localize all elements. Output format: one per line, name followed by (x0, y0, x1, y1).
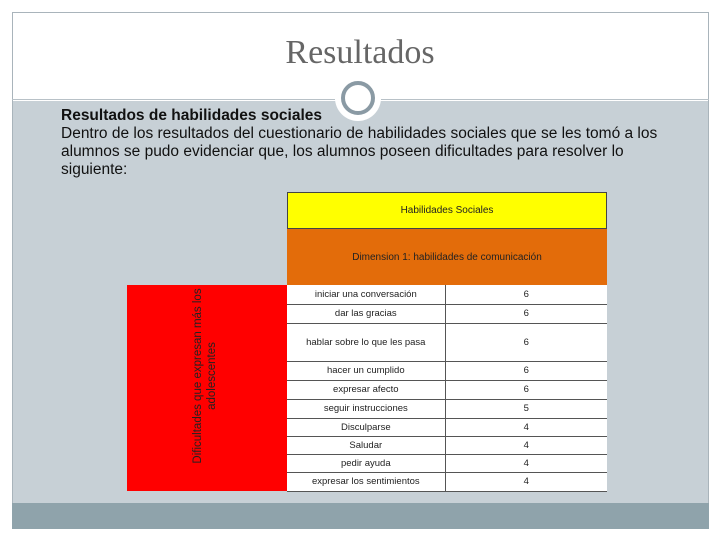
row-label: pedir ayuda (287, 454, 445, 472)
row-label: iniciar una conversación (287, 285, 445, 304)
title-divider-left (12, 99, 335, 100)
body-paragraph: Dentro de los resultados del cuestionario de habilidades sociales que se les tomó a los alumnos se pudo evidenciar que, los alumnos poseen dificultades para resolver lo siguiente: (61, 125, 658, 178)
table-row (287, 454, 607, 472)
row-label: seguir instrucciones (287, 399, 445, 418)
row-value: 6 (445, 285, 607, 304)
subheading: Resultados de habilidades sociales (61, 107, 323, 124)
table-header (287, 192, 607, 229)
table-row (287, 418, 607, 436)
row-value: 6 (445, 304, 607, 323)
title-divider-right (381, 99, 709, 100)
row-label: expresar afecto (287, 380, 445, 399)
table-row (287, 304, 607, 323)
row-label: hacer un cumplido (287, 361, 445, 380)
table-row (287, 323, 607, 361)
dimension-header (287, 229, 607, 285)
row-value: 6 (445, 361, 607, 380)
row-value: 6 (445, 380, 607, 399)
table-row (287, 361, 607, 380)
skills-table (287, 285, 607, 492)
side-column-label: Dificultades que expresan más los adolescentes (192, 288, 218, 464)
table-row (287, 436, 607, 454)
table-row (287, 472, 607, 491)
row-label: dar las gracias (287, 304, 445, 323)
row-value: 4 (445, 454, 607, 472)
footer-bar (12, 503, 709, 529)
row-label: expresar los sentimientos (287, 472, 445, 491)
table-row (287, 399, 607, 418)
table-row (287, 380, 607, 399)
row-value: 4 (445, 418, 607, 436)
row-label: Saludar (287, 436, 445, 454)
slide-title: Resultados (285, 34, 435, 71)
row-value: 4 (445, 436, 607, 454)
dimension-label: Dimension 1: habilidades de comunicación (352, 251, 542, 263)
row-label: Disculparse (287, 418, 445, 436)
row-value: 4 (445, 472, 607, 491)
slide-body (61, 107, 681, 179)
table-row (287, 285, 607, 304)
row-value: 5 (445, 399, 607, 418)
table-header-label: Habilidades Sociales (400, 205, 494, 216)
row-value: 6 (445, 323, 607, 361)
row-label: hablar sobre lo que les pasa (287, 323, 445, 361)
